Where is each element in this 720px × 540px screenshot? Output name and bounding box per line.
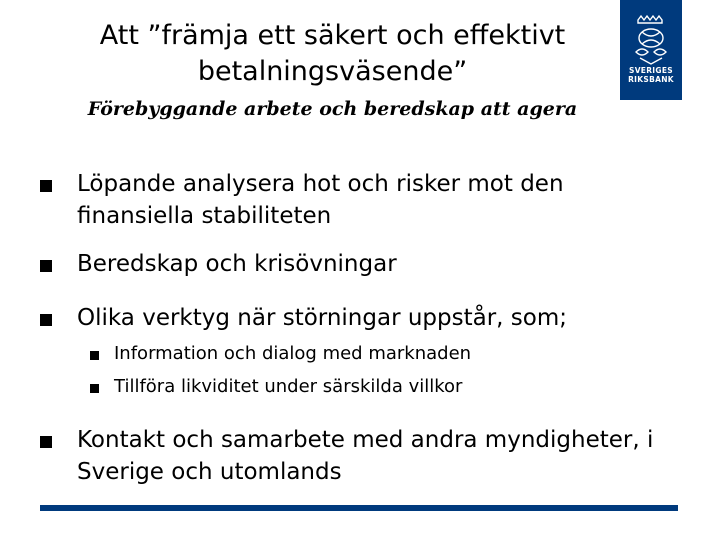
slide-subtitle: Förebyggande arbete och beredskap att agera	[87, 98, 578, 120]
logo-text-1: SVERIGES	[629, 66, 673, 75]
title-block	[60, 18, 605, 122]
list-item-line-2: finansiella stabiliteten	[77, 203, 332, 229]
square-bullet-icon	[40, 180, 52, 192]
title-line-2: betalningsväsende”	[197, 56, 468, 87]
square-bullet-icon	[40, 314, 52, 326]
footer-divider	[40, 505, 678, 511]
square-bullet-icon	[90, 351, 99, 360]
sub-list-item-text: Tillföra likviditet under särskilda villkor	[114, 376, 463, 397]
list-item-text: Olika verktyg när störningar uppstår, som;	[77, 305, 568, 331]
square-bullet-icon	[40, 260, 52, 272]
logo-text-2: RIKSBANK	[628, 75, 674, 84]
riksbank-logo	[620, 0, 682, 100]
list-item-line-1: Löpande analysera hot och risker mot den	[77, 171, 564, 197]
slide-title	[60, 18, 605, 90]
list-item-text	[77, 424, 697, 488]
square-bullet-icon	[90, 384, 99, 393]
title-line-1: Att ”främja ett säkert och effektivt	[99, 20, 566, 51]
square-bullet-icon	[40, 436, 52, 448]
sub-list-item-text: Information och dialog med marknaden	[114, 343, 472, 364]
crown-coat-of-arms-icon	[628, 14, 674, 66]
list-item-text	[77, 168, 697, 232]
list-item-text: Beredskap och krisövningar	[77, 251, 397, 277]
list-item-line-2: Sverige och utomlands	[77, 459, 342, 485]
list-item-line-1: Kontakt och samarbete med andra myndigheter, i	[77, 427, 654, 453]
